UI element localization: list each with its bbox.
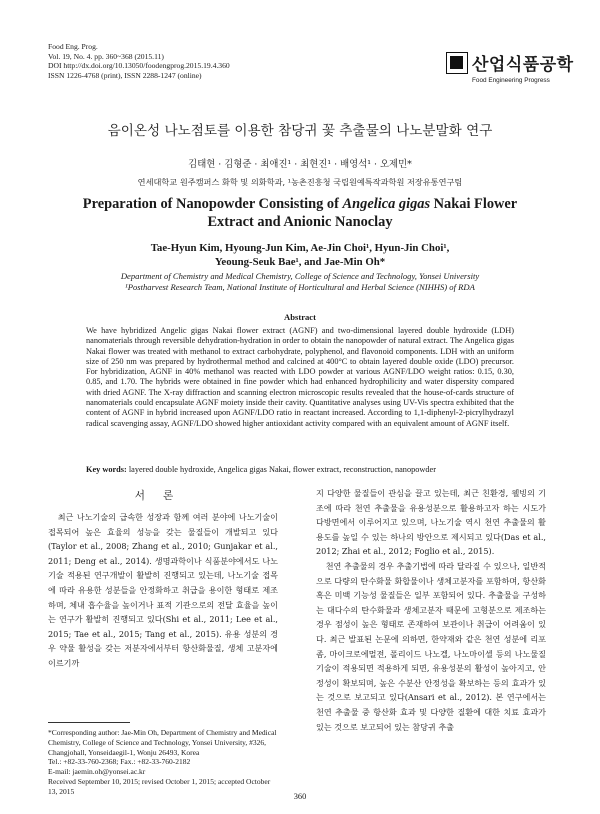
- journal-logo: [446, 52, 574, 90]
- footnote-divider: [48, 722, 130, 723]
- affiliation-korean: 연세대학교 원주캠퍼스 화학 및 의화학과, ¹농촌진흥청 국립원예특작과학원 저장유통연구팀: [137, 177, 463, 187]
- journal-info: [48, 42, 230, 80]
- title-english-part2: Nakai Flower Extract and Anionic Nanoclay: [207, 196, 518, 230]
- title-english-part1: Preparation of Nanopowder Consisting of: [82, 196, 343, 212]
- body-column-right: [316, 486, 546, 734]
- authors-english: [80, 241, 520, 269]
- keywords-label: Key words:: [86, 465, 127, 474]
- journal-volume: Vol. 19, No. 4. pp. 360~368 (2015.11): [48, 51, 164, 61]
- abstract-body: We have hybridized Angelic gigas Nakai flower extract (AGNF) and two-dimensional layered double hydroxide (LDH) nanomaterials through reversible dehydration-hydration in order to obtain the nanopowder of natural extract. The Angelica gigas Nakai flower was treated with methanol to extract carbohydrate, polyphenol, and flavonoid components. LDH with an uniform size of 250 nm was prepared by hydrothermal method and calcined at 400°C to obtain layered double oxide (LDO) precursor. For hybridization, AGNF in 40% methanol was reacted with LDO powder at various AGNF/LDO weight ratios: 0.15, 0.30, 0.85, and 1.70. The hybrids were obtained in fine powder which had enhanced hydrophilicity and water dispersity compared with dried AGNF. The X-ray diffraction and scanning electron microscopic results revealed that the house-of-cards structure of nanomaterials could encapsulate AGNF moiety inside their cavity. Quantitative analyses using UV-Vis spectra exhibited that the content of AGNF in hybrid increased upon AGNF/LDO ratio in reactant increased. According to 1,1-diphenyl-2-picrylhydrazyl radical scavenging assay, AGNF/LDO showed higher antioxidant activity compared with an equivalent amount of AGNF itself.: [86, 326, 514, 428]
- body-column-left: [48, 510, 278, 671]
- title-korean: 음이온성 나노점토를 이용한 참당귀 꽃 추출물의 나노분말화 연구: [107, 123, 493, 139]
- intro-paragraph-2: 천연 추출물의 경우 추출기법에 따라 달라질 수 있으나, 일반적으로 다량의 탄수화물 화합물이나 생체고분자를 포함하며, 항산화 혹은 미백 기능성 물질들은 일부 포함되어 있다. 추출물을 구성하는 대다수의 탄수화물과 생체고분자 때문에 고형분으로 제조하는 경우 점성이 높은 형태로 존재하여 보관이나 취급이 어려움이 있다. 최근 발표된 논문에 의하면, 한약재와 같은 천연 성분에 리포좀, 마이크로에멀전, 폴리이드 나노겔, 나노마이셀 등의 나노물질 기술이 적용되면 적용하게 되면, 유용성분의 활성이 높아지고, 안정성이 확보되며, 높은 수분산 안정성을 확보하는 등의 효과가 있는 것으로 보고되고 있다(Ansari et al., 2012). 본 연구에서는 천연 추출물 중 항산화 효과 및 다양한 질환에 대한 치료 효과가 있는 것으로 보고되어 있는 참당귀 추출: [316, 560, 546, 732]
- journal-issn: ISSN 1226-4768 (print), ISSN 2288-1247 (online): [48, 70, 202, 80]
- logo-square-icon: [446, 52, 468, 74]
- affiliation-english-line1: Department of Chemistry and Medical Chemistry, College of Science and Technology, Yonsei University: [120, 271, 480, 281]
- title-english: [70, 195, 530, 231]
- footnote-phone: Tel.: +82-33-760-2368; Fax.: +82-33-760-2182: [48, 757, 191, 767]
- intro-paragraph-1: 최근 나노기술의 급속한 성장과 함께 여러 분야에 나노기술이 접목되어 높은 효율의 성능을 갖는 물질들이 개발되고 있다(Taylor et al., 2008; Zhang et al., 2010; Gunjakar et al., 2011; Deng et al., 2014). 생명과학이나 식품분야에서도 나노기술 적용된 연구개발이 활발히 진행되고 있는데, 나노기술 접목에 따라 유용한 성분들을 안정화하고 취급을 용이한 형태로 제조하며, 체내 흡수율을 높이거나 표적 기관으로의 전달 효율을 높이는 연구가 활발히 진행되고 있다(Shi et al., 2011; Lee et al., 2015; Tae et al., 2015; Tang et al., 2015). 유용 성분의 경우 약물 활성을 갖는 저분자에서부터 항산화물질, 생체 고분자에 이르기까: [48, 512, 278, 668]
- footnote: [48, 728, 280, 797]
- abstract-heading: Abstract: [284, 312, 316, 322]
- title-english-species: Angelica gigas: [342, 196, 431, 212]
- footnote-dates: Received September 10, 2015; revised October 1, 2015; accepted October 13, 2015: [48, 776, 271, 796]
- affiliation-english: [60, 271, 540, 293]
- logo-subtitle: Food Engineering Progress: [472, 77, 550, 84]
- keywords-text: layered double hydroxide, Angelica gigas Nakai, flower extract, reconstruction, nanopowder: [128, 465, 436, 474]
- authors-english-line2: Yeoung-Seuk Bae¹, and Jae-Min Oh*: [214, 256, 386, 268]
- footnote-corresponding: *Corresponding author: Jae-Min Oh, Department of Chemistry and Medical Chemistry, College of Science and Technology, Yonsei University, #326, Changjohall, Yonseidaegil-1, Wonju 26493, Korea: [48, 728, 277, 757]
- intro-paragraph-1-cont: 지 다양한 물질들이 관심을 끌고 있는데, 최근 친환경, 웰빙의 기조에 따라 천연 추출물을 유용성분으로 활용하고자 하는 시도가 다방면에서 이루어지고 있으며, 나노기술 역시 천연 추출물의 활용도를 높일 수 있는 하나의 방안으로 제시되고 있다(Das et al., 2012; Zhai et al., 2012; Foglio et al., 2015).: [316, 488, 546, 557]
- journal-name: Food Eng. Prog.: [48, 42, 98, 51]
- authors-korean: 김태현 · 김형준 · 최애진¹ · 최현진¹ · 배영석¹ · 오제민*: [188, 159, 412, 170]
- affiliation-english-line2: ¹Postharvest Research Team, National Institute of Horticultural and Herbal Science (NIHHS) of RDA: [125, 282, 475, 292]
- keywords: [86, 465, 526, 474]
- section-heading-intro: 서론: [134, 490, 192, 502]
- footnote-email: E-mail: jaemin.oh@yonsei.ac.kr: [48, 767, 146, 777]
- page-number: 360: [293, 792, 307, 801]
- authors-english-line1: Tae-Hyun Kim, Hyoung-Jun Kim, Ae-Jin Choi¹, Hyun-Jin Choi¹,: [150, 242, 450, 254]
- journal-doi: DOI http://dx.doi.org/10.13050/foodengprog.2015.19.4.360: [48, 61, 230, 71]
- logo-text: 산업식품공학: [472, 55, 574, 75]
